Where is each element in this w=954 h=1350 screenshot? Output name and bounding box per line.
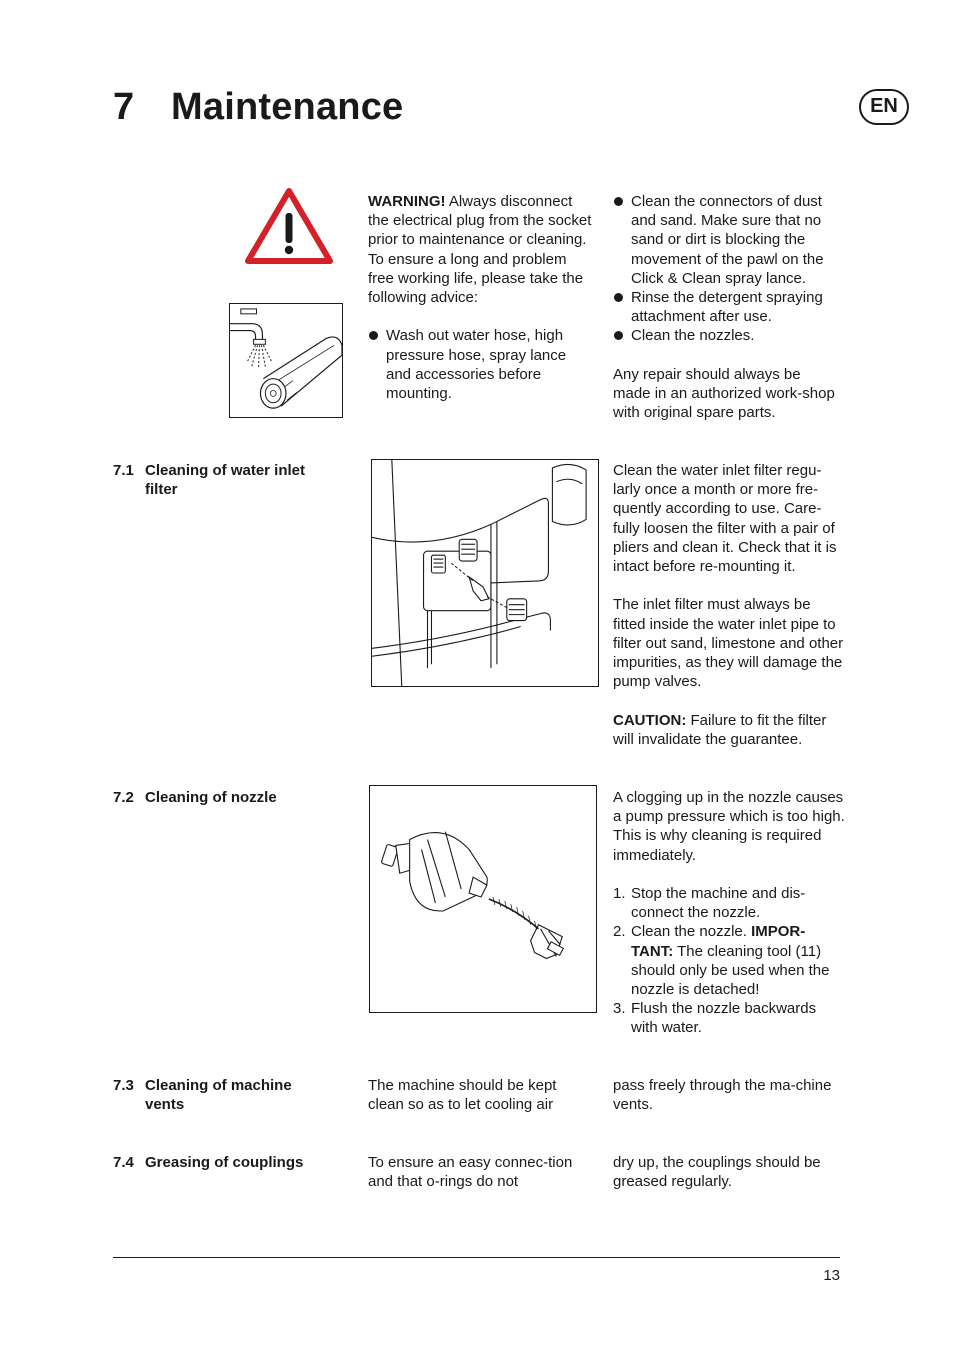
section-paragraph: Clean the water inlet filter regu-larly once a month or more fre-quently according to use. Care-fully loosen the filter with a pair of pliers and clean it. Check that it is intact before re-mounting it. — [613, 462, 837, 576]
section-title: Cleaning of machine vents — [145, 1077, 292, 1114]
warning-text: Always disconnect the electrical plug from the socket prior to maintenance or cleaning. — [368, 193, 592, 249]
caution-paragraph — [613, 711, 845, 749]
intro-column-right — [613, 192, 841, 422]
section-title: Greasing of couplings — [145, 1154, 304, 1171]
advice-paragraph: To ensure a long and problem free working life, please take the following advice: — [368, 250, 584, 307]
section-7-1-text — [613, 461, 845, 749]
section-paragraph: The inlet filter must always be fitted inside the water inlet pipe to filter out sand, limestone and other impurities, as they will damage the pump valves. — [613, 596, 844, 691]
section-paragraph: A clogging up in the nozzle causes a pump pressure which is too high. This is why cleaning is required immediately. — [613, 789, 845, 864]
step-number: 2. — [613, 923, 626, 941]
intro-column-left — [368, 192, 593, 403]
section-heading-7-1 — [113, 461, 333, 499]
chapter-title-text: Maintenance — [171, 86, 404, 128]
step-text: Flush the nozzle backwards with water. — [631, 1000, 817, 1037]
section-number: 7.3 — [113, 1077, 134, 1094]
list-item: Clean the connectors of dust and sand. Make sure that no sand or dirt is blocking the movement of the pawl on the Click & Clean spray lance. — [613, 192, 841, 288]
list-item: Rinse the detergent spraying attachment after use. — [613, 288, 841, 326]
nozzle-cleaning-illustration — [369, 785, 597, 1013]
chapter-title — [113, 84, 403, 130]
warning-label: WARNING! — [368, 193, 446, 210]
section-number: 7.4 — [113, 1154, 134, 1171]
section-heading-7-2 — [113, 788, 333, 807]
section-number: 7.1 — [113, 462, 134, 479]
step-text: The cleaning tool (11) should only be used when the nozzle is detached! — [631, 942, 830, 999]
section-heading-7-3 — [113, 1076, 333, 1114]
step-number: 1. — [613, 885, 626, 902]
language-badge: EN — [859, 89, 909, 125]
section-heading-7-4 — [113, 1153, 353, 1172]
step-text: Stop the machine and dis-connect the nozzle. — [631, 885, 806, 922]
section-7-3-text-right: pass freely through the ma-chine vents. — [613, 1077, 832, 1114]
page-number: 13 — [823, 1267, 840, 1284]
repair-note: Any repair should always be made in an authorized work-shop with original spare parts. — [613, 365, 835, 422]
footer-divider — [113, 1257, 840, 1258]
section-number: 7.2 — [113, 789, 134, 806]
hose-rinse-illustration — [229, 303, 343, 418]
list-item: Clean the nozzles. — [613, 326, 841, 345]
important-label: IMPOR-TANT: — [631, 923, 806, 960]
warning-paragraph — [368, 192, 593, 250]
list-item — [613, 884, 845, 922]
caution-text: Failure to fit the filter will invalidate the guarantee. — [613, 711, 827, 748]
chapter-number: 7 — [113, 86, 135, 128]
section-7-2-text — [613, 788, 845, 1038]
list-item — [613, 922, 845, 999]
section-7-4-text-right: dry up, the couplings should be greased regularly. — [613, 1154, 821, 1191]
section-7-4-text-left: To ensure an easy connec-tion and that o-rings do not — [368, 1154, 573, 1191]
step-text: Clean the nozzle. — [631, 923, 752, 941]
step-number: 3. — [613, 1000, 626, 1018]
caution-label: CAUTION: — [613, 711, 687, 729]
section-title: Cleaning of nozzle — [145, 789, 277, 806]
inlet-filter-illustration — [371, 459, 599, 687]
warning-triangle-icon — [244, 186, 334, 266]
section-title: Cleaning of water inlet filter — [145, 462, 306, 499]
list-item: Wash out water hose, high pressure hose, spray lance and accessories before mounting. — [368, 326, 593, 403]
section-7-3-text-left: The machine should be kept clean so as to let cooling air — [368, 1077, 557, 1114]
list-item — [613, 999, 845, 1037]
